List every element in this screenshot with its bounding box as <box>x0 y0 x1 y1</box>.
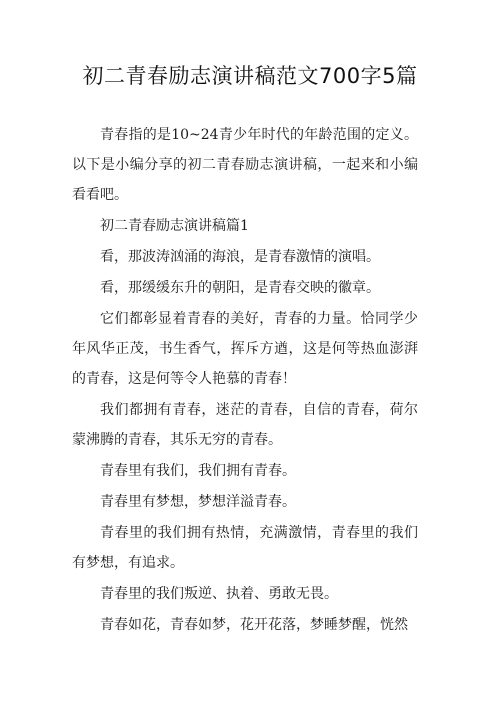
document-body <box>72 120 418 641</box>
body-paragraph: 我们都拥有青春，迷茫的青春，自信的青春，荷尔蒙沸腾的青春，其乐无穷的青春。 <box>72 402 418 448</box>
body-paragraph: 青春里有我们，我们拥有青春。 <box>100 463 296 479</box>
intro-paragraph: 青春指的是10~24青少年时代的年龄范围的定义。以下是小编分享的初二青春励志演讲稿，一起来和小编看看吧。 <box>72 127 418 203</box>
document-title: 初二青春励志演讲稿范文700字5篇 <box>82 64 418 88</box>
body-paragraph: 看，那缓缓东升的朝阳，是青春交映的徽章。 <box>100 280 380 296</box>
body-paragraph: 青春里的我们拥有热情，充满激情，青春里的我们有梦想，有追求。 <box>72 525 418 571</box>
body-paragraph: 青春里有梦想，梦想洋溢青春。 <box>100 494 296 510</box>
section-heading: 初二青春励志演讲稿篇1 <box>100 218 249 234</box>
body-paragraph: 青春如花，青春如梦，花开花落，梦睡梦醒，恍然 <box>100 617 408 633</box>
body-paragraph: 青春里的我们叛逆、执着、勇敢无畏。 <box>100 586 338 602</box>
body-paragraph: 看，那波涛汹涌的海浪，是青春激情的演唱。 <box>100 249 380 265</box>
body-paragraph: 它们都彰显着青春的美好，青春的力量。恰同学少年风华正茂，书生香气，挥斥方遒，这是何等热血澎湃的青春，这是何等令人艳慕的青春！ <box>72 311 418 387</box>
